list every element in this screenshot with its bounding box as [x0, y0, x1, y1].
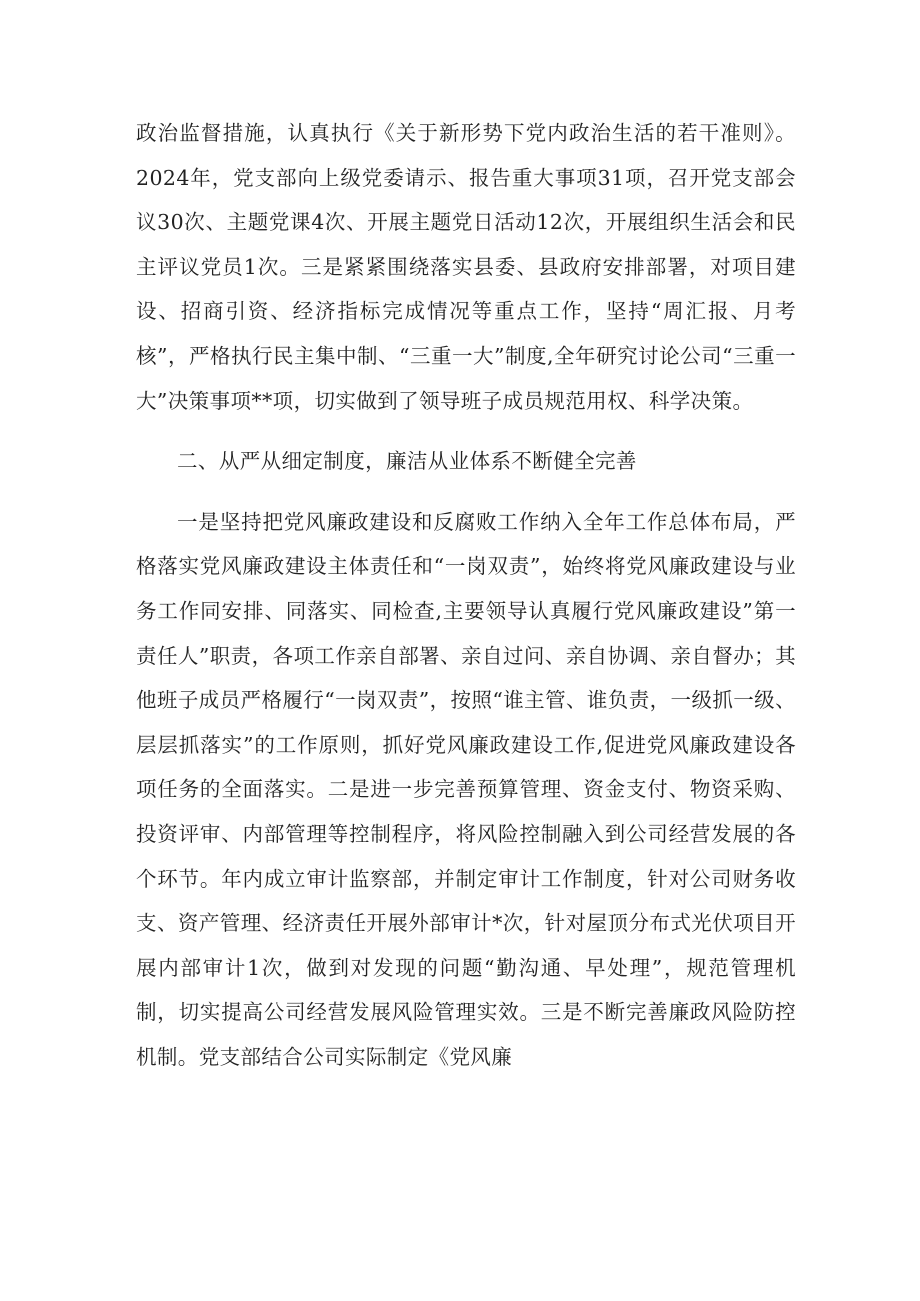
- paragraph-gap: [136, 484, 796, 500]
- document-body: [136, 111, 796, 1079]
- section-heading: 二、从严从细定制度，廉洁从业体系不断健全完善: [177, 449, 637, 474]
- body-paragraph: 一是坚持把党风廉政建设和反腐败工作纳入全年工作总体布局，严格落实党风廉政建设主体责任和“一岗双责”，始终将党风廉政建设与业务工作同安排、同落实、同检查,主要领导认真履行党风廉政建设”第一责任人”职责，各项工作亲自部署、亲自过问、亲自协调、亲自督办；其他班子成员严格履行“一岗双责”，按照“谁主管、谁负责，一级抓一级、层层抓落实”的工作原则，抓好党风廉政建设工作,促进党风廉政建设各项任务的全面落实。二是进一步完善预算管理、资金支付、物资采购、投资评审、内部管理等控制程序，将风险控制融入到公司经营发展的各个环节。年内成立审计监察部，并制定审计工作制度，针对公司财务收支、资产管理、经济责任开展外部审计*次，针对屋顶分布式光伏项目开展内部审计1次，做到对发现的问题“勤沟通、早处理”，规范管理机制，切实提高公司经营发展风险管理实效。三是不断完善廉政风险防控机制。党支部结合公司实际制定《党风廉: [136, 509, 796, 1069]
- paragraph-gap: [136, 423, 796, 439]
- body-paragraph-continued: 政治监督措施，认真执行《关于新形势下党内政治生活的若干准则》。2024年，党支部向上级党委请示、报告重大事项31项，召开党支部会议30次、主题党课4次、开展主题党日活动12次，开展组织生活会和民主评议党员1次。三是紧紧围绕落实县委、县政府安排部署，对项目建设、招商引资、经济指标完成情况等重点工作，坚持“周汇报、月考核”，严格执行民主集中制、“三重一大”制度,全年研究讨论公司“三重一大”决策事项**项，切实做到了领导班子成员规范用权、科学决策。: [136, 121, 796, 413]
